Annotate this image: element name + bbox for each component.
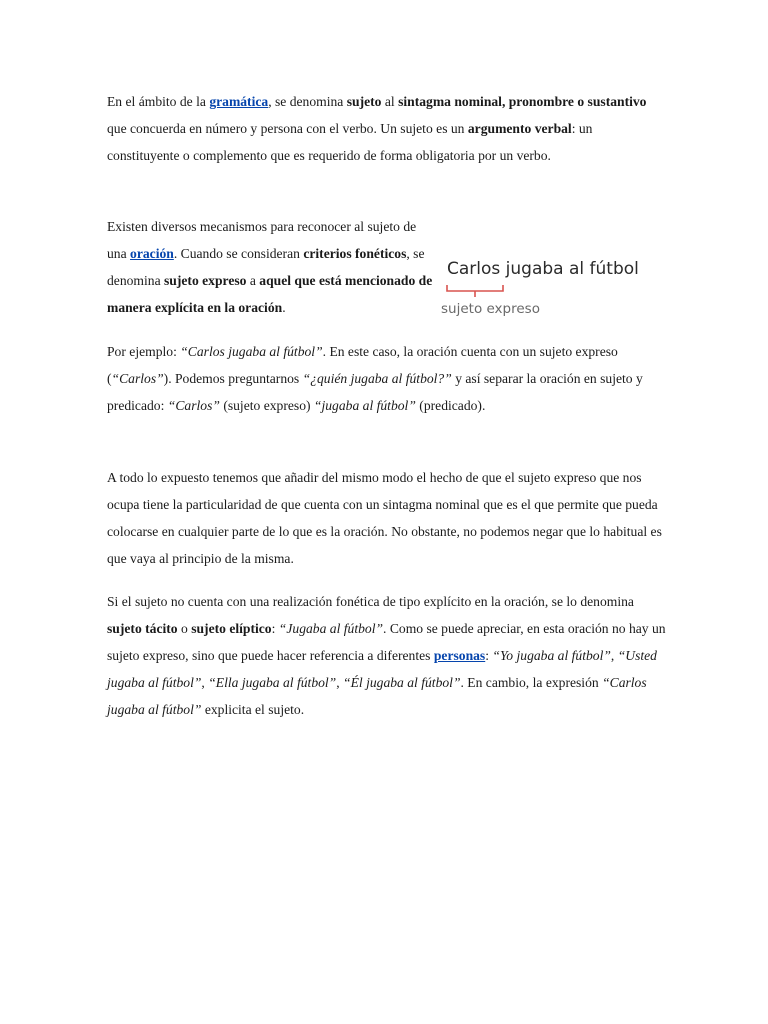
paragraph-addition: A todo lo expuesto tenemos que añadir del mismo modo el hecho de que el sujeto expreso que nos ocupa tiene la particularidad de que cuenta con un sintagma nominal que es el que permite que pueda colocarse en cualquier parte de lo que es la oración. No obstante, no podemos negar que lo habitual es que vaya al principio de la misma. [107,470,662,566]
link-oracion[interactable]: oración [130,246,174,261]
figure-sentence: Carlos jugaba al fútbol [447,259,639,279]
link-gramatica[interactable]: gramática [209,94,269,109]
paragraph-mechanisms: Existen diversos mecanismos para reconocer al sujeto de una oración. Cuando se consideran criterios fonéticos, se denomina sujeto expreso a aquel que está mencionado de manera explícita en la oración. [107,219,433,315]
paragraph-example: Por ejemplo: “Carlos jugaba al fútbol”. En este caso, la oración cuenta con un sujeto expreso (“Carlos”). Podemos preguntarnos “¿quién jugaba al fútbol?” y así separar la oración en sujeto y predicado: “Carlos” (sujeto expreso) “jugaba al fútbol” (predicado). [107,344,643,413]
figure-label: sujeto expreso [441,301,540,317]
paragraph-definition: En el ámbito de la gramática, se denomina sujeto al sintagma nominal, pronombre o sustantivo que concuerda en número y persona con el verbo. Un sujeto es un argumento verbal: un constituyente o complemento que es requerido de forma obligatoria por un verbo. [107,94,647,163]
bracket-icon [446,284,506,298]
sujeto-expreso-figure [440,256,670,322]
paragraph-sujeto-tacito: Si el sujeto no cuenta con una realización fonética de tipo explícito en la oración, se lo denomina sujeto tácito o sujeto elíptico: “Jugaba al fútbol”. Como se puede apreciar, en esta oración no hay un sujeto expreso, sino que puede hacer referencia a diferentes personas: “Yo jugaba al fútbol”, “Usted jugaba al fútbol”, “Ella jugaba al fútbol”, “Él jugaba al fútbol”. En cambio, la expresión “Carlos jugaba al fútbol” explicita el sujeto. [107,594,666,717]
link-personas[interactable]: personas [433,648,486,663]
